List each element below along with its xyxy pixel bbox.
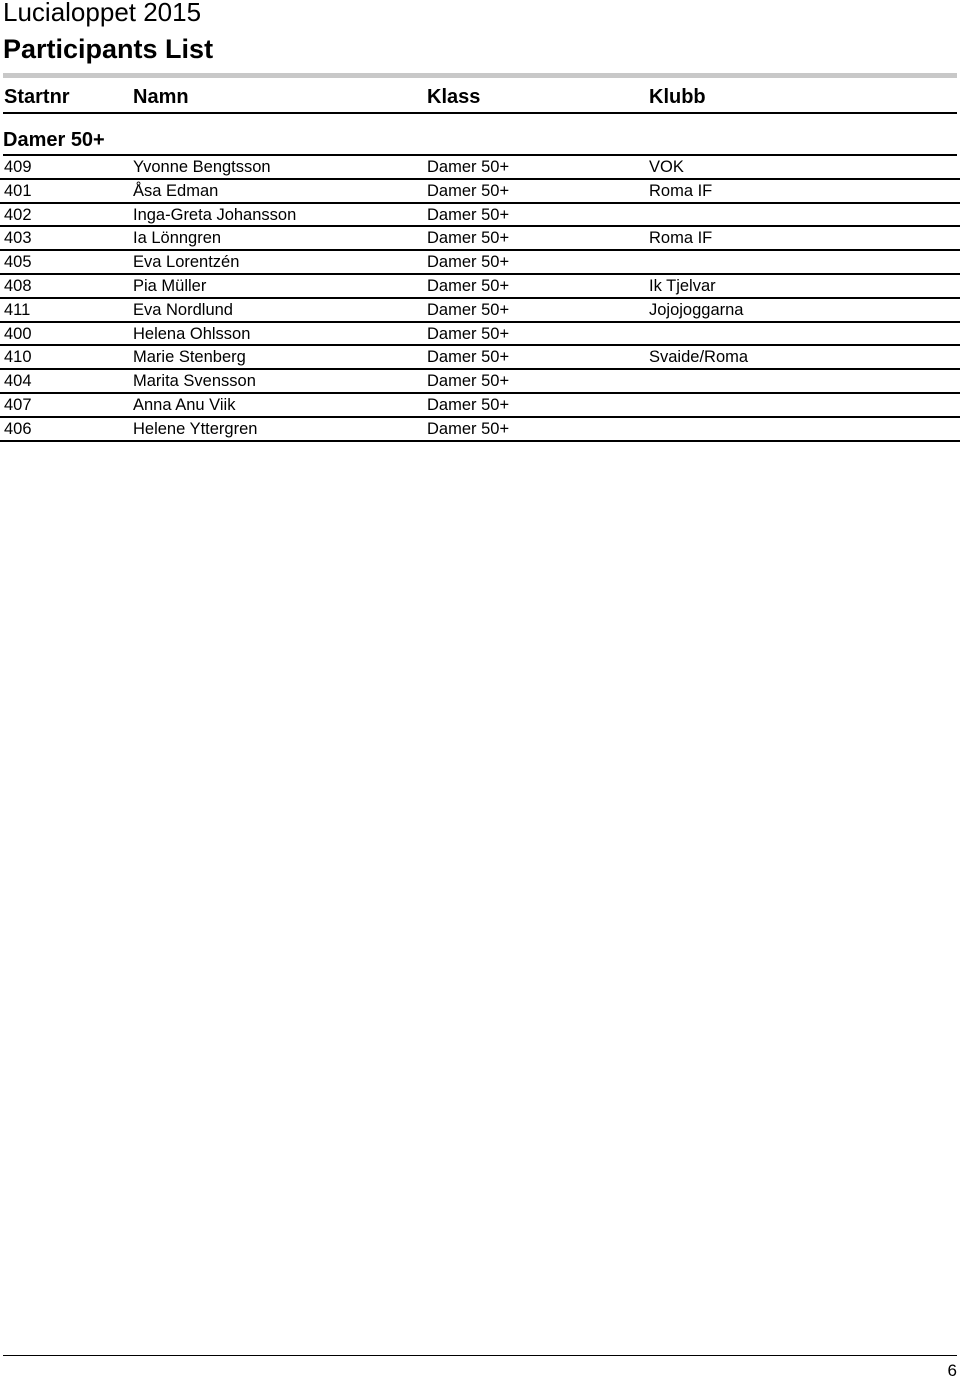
cell-namn: Åsa Edman <box>133 181 219 200</box>
column-header-row <box>0 84 960 110</box>
cell-namn: Marita Svensson <box>133 372 256 391</box>
cell-klubb: Roma IF <box>649 181 713 200</box>
cell-namn: Eva Nordlund <box>133 300 233 319</box>
cell-klubb: Jojojoggarna <box>649 300 744 319</box>
cell-klubb: Ik Tjelvar <box>649 276 716 295</box>
table-row <box>0 204 960 228</box>
cell-startnr: 411 <box>4 300 31 319</box>
table-row <box>0 180 960 204</box>
cell-klass: Damer 50+ <box>427 324 510 343</box>
cell-namn: Eva Lorentzén <box>133 253 240 272</box>
cell-klass: Damer 50+ <box>427 276 510 295</box>
column-header-klass: Klass <box>427 86 481 108</box>
column-header-namn: Namn <box>133 86 189 108</box>
cell-startnr: 410 <box>4 348 32 367</box>
table-row <box>0 299 960 323</box>
group-title: Damer 50+ <box>3 129 105 151</box>
cell-namn: Anna Anu Viik <box>133 395 236 414</box>
cell-klass: Damer 50+ <box>427 419 510 438</box>
cell-startnr: 402 <box>4 205 32 224</box>
header-divider <box>3 112 957 114</box>
cell-namn: Helene Yttergren <box>133 419 258 438</box>
cell-namn: Marie Stenberg <box>133 348 246 367</box>
cell-startnr: 400 <box>4 324 32 343</box>
table-row <box>0 251 960 275</box>
cell-startnr: 404 <box>4 372 32 391</box>
cell-namn: Ia Lönngren <box>133 229 222 248</box>
cell-klass: Damer 50+ <box>427 395 510 414</box>
table-row <box>0 370 960 394</box>
cell-klass: Damer 50+ <box>427 348 510 367</box>
page-title: Participants List <box>3 34 214 64</box>
cell-namn: Inga-Greta Johansson <box>133 205 297 224</box>
cell-startnr: 406 <box>4 419 32 438</box>
cell-startnr: 401 <box>4 181 32 200</box>
cell-klubb: Svaide/Roma <box>649 348 749 367</box>
cell-klass: Damer 50+ <box>427 229 510 248</box>
cell-klass: Damer 50+ <box>427 300 510 319</box>
event-title: Lucialoppet 2015 <box>3 0 202 27</box>
cell-startnr: 408 <box>4 276 32 295</box>
table-row <box>0 275 960 299</box>
table-row <box>0 394 960 418</box>
table-row <box>0 323 960 347</box>
cell-klass: Damer 50+ <box>427 158 510 176</box>
cell-klass: Damer 50+ <box>427 372 510 391</box>
participants-table <box>0 156 960 442</box>
cell-klubb: Roma IF <box>649 229 713 248</box>
table-row <box>0 227 960 251</box>
table-row <box>0 156 960 180</box>
title-divider <box>3 73 957 78</box>
cell-startnr: 405 <box>4 253 32 272</box>
cell-klubb: VOK <box>649 158 684 176</box>
table-row <box>0 418 960 442</box>
cell-klass: Damer 50+ <box>427 253 510 272</box>
table-row <box>0 346 960 370</box>
cell-namn: Pia Müller <box>133 276 207 295</box>
cell-namn: Yvonne Bengtsson <box>133 158 271 176</box>
footer-divider <box>3 1355 957 1356</box>
cell-startnr: 407 <box>4 395 32 414</box>
cell-klass: Damer 50+ <box>427 205 510 224</box>
cell-startnr: 403 <box>4 229 32 248</box>
cell-klass: Damer 50+ <box>427 181 510 200</box>
column-header-klubb: Klubb <box>649 86 706 108</box>
page-number: 6 <box>947 1361 957 1380</box>
cell-namn: Helena Ohlsson <box>133 324 251 343</box>
column-header-startnr: Startnr <box>4 86 70 108</box>
cell-startnr: 409 <box>4 158 32 176</box>
